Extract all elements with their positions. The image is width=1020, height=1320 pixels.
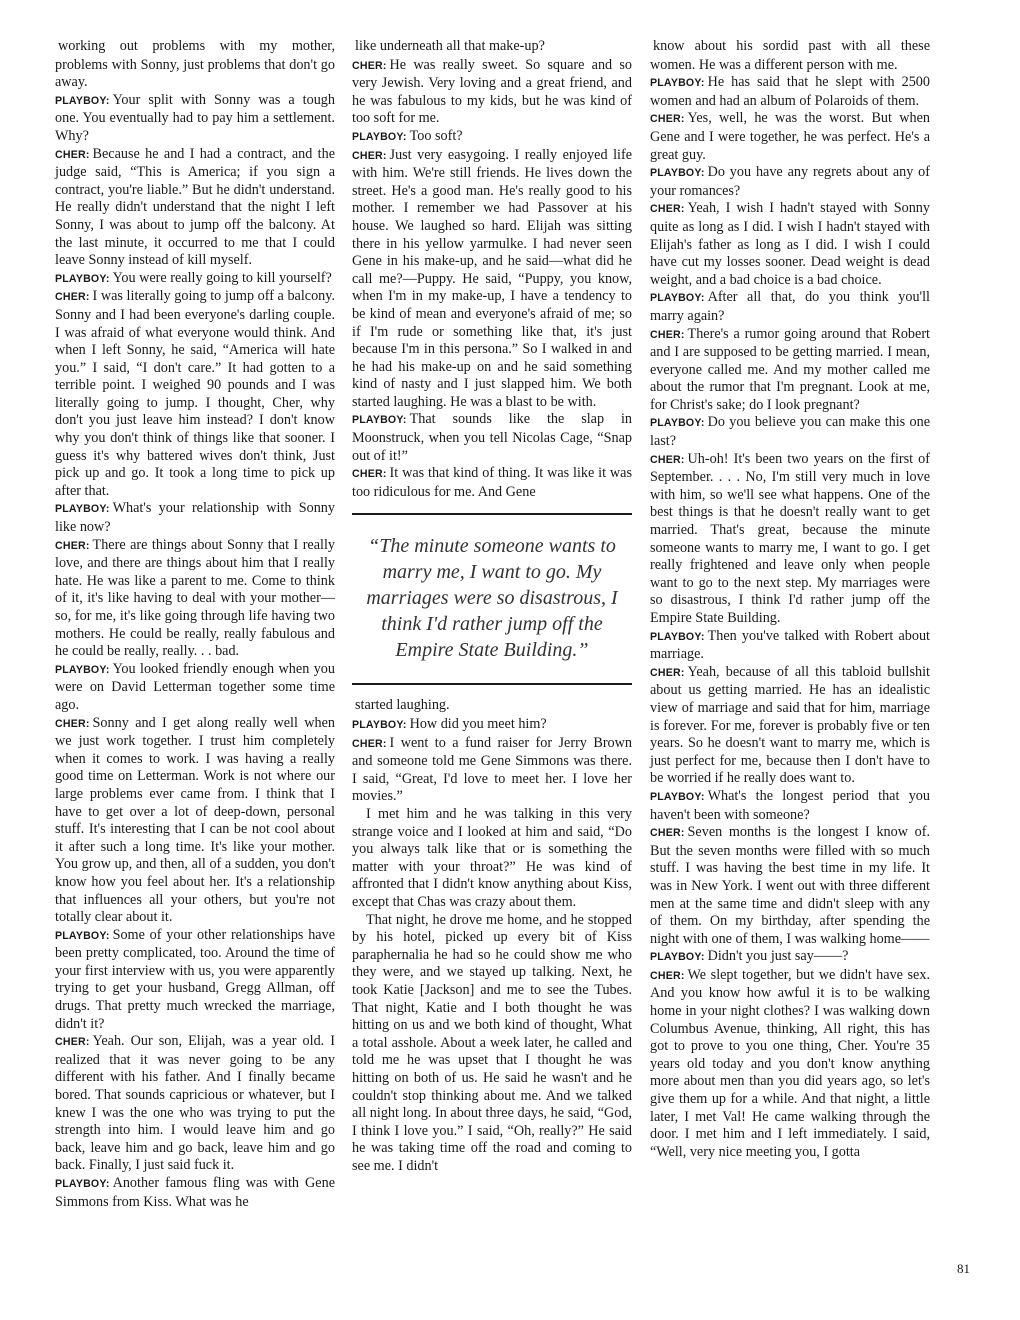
paragraph-text: Yeah, because of all this tabloid bullshit about us getting married. He has an idealistic view of marriage and said that for him, marriage is forever. For me, forever is probably five or ten years. So he doesn't want to marry me, which is just perfect for me, because then I don't have to be worried if he really does want to. <box>650 663 930 787</box>
paragraph-text: I was literally going to jump off a balcony. Sonny and I had been everyone's darling couple. I was afraid of what everyone would think. And when I left Sonny, he said, “America will hate you.” I said, “I don't care.” It had gotten to a terrible point. I weighed 90 pounds and I was literally going to jump. I thought, Cher, why don't you just leave him instead? I don't know why you don't think of things like that sooner. I guess it's why battered wives don't think, Just pick up and go. It took a long time to pick up after that. <box>55 288 335 499</box>
paragraph <box>352 465 632 501</box>
paragraph-text: Because he and I had a contract, and the judge said, “This is America; if you sign a contract, you're liable.” But he didn't understand. He really didn't understand that the night I left Sonny, I was about to jump off the balcony. At the last minute, it occurred to me that I could leave Sonny instead of kill myself. <box>55 145 335 269</box>
paragraph-text: He was really sweet. So square and so very Jewish. Very loving and a great friend, and he was fabulous to my kids, but he was kind of too soft for me. <box>352 56 632 127</box>
paragraph-text: Sonny and I get along really well when we just work together. I trust him completely when it comes to work. I was having a really good time on Letterman. Work is not where our large problems ever came from. I think that I have to get over a lot of deep-down, personal stuff. It's interesting that I can be not cool about it after such a long time. It's like your mother. You grow up, and then, all of a sudden, you don't know how you feel about her. It's a relationship that influences all your others, but you're not totally clear about it. <box>55 714 335 926</box>
paragraph-text: Your split with Sonny was a tough one. You eventually had to pay him a settlement. Why? <box>55 91 335 144</box>
speaker-label: PLAYBOY: <box>650 630 705 643</box>
speaker-label: CHER: <box>55 1036 90 1049</box>
paragraph <box>55 1033 335 1175</box>
paragraph-text: Yeah, I wish I hadn't stayed with Sonny quite as long as I did. I wish I hadn't stayed with Elijah's father as long as I did. I wish I could have cut my losses sooner. Dead weight is dead weight, and a bad choice is a bad choice. <box>650 200 930 288</box>
paragraph <box>55 1175 335 1211</box>
paragraph <box>352 735 632 806</box>
speaker-label: PLAYBOY: <box>352 719 407 732</box>
paragraph <box>650 414 930 450</box>
paragraph <box>650 451 930 628</box>
speaker-label: PLAYBOY: <box>650 292 705 305</box>
paragraph <box>650 824 930 948</box>
speaker-label: PLAYBOY: <box>55 929 110 942</box>
speaker-label: PLAYBOY: <box>55 94 110 107</box>
paragraph <box>55 270 335 289</box>
paragraph <box>55 500 335 536</box>
speaker-label: PLAYBOY: <box>55 1178 110 1190</box>
paragraph <box>352 38 632 57</box>
speaker-label: PLAYBOY: <box>352 414 407 427</box>
paragraph-text: How did you meet him? <box>409 716 547 733</box>
paragraph-text: Yeah. Our son, Elijah, was a year old. I realized that it was never going to be any different with his father. And I finally became bored. That sounds capricious or whatever, but I knew I was the one who was trying to put the strength into him. I would leave him and go back, leave him and go back, leave him and go back. Finally, I just said fuck it. <box>55 1033 335 1174</box>
paragraph <box>650 788 930 824</box>
speaker-label: CHER: <box>352 737 387 750</box>
speaker-label: PLAYBOY: <box>650 790 705 803</box>
paragraph-text: Just very easygoing. I really enjoyed life with him. We're still friends. He lives down the street. He's a good man. He's really good to his mother. I remember we had Passover at his house. We laughed so hard. Elijah was sitting there in his yellow yarmulke. I had never seen Gene in his make-up, and he said—what did he call me?—Puppy. He said, “Puppy, you know, when I'm in my make-up, I have a tendency to be kind of mean and everyone's afraid of me; so if I'm rude or something like that, it's just because I'm in this persona.” So I walked in and he had his make-up on and he said something kind of nasty and I just slapped him. We both started laughing. He was a blast to be with. <box>352 146 632 410</box>
paragraph-text: We slept together, but we didn't have sex. And you know how awful it is to be walking home in your night clothes? I was walking down Columbus Avenue, thinking, All right, this has got to prove to you one thing, Cher. You're 35 years old today and you don't know anything more about men than you did years ago, so let's give them up for a while. And that night, a little later, I met Val! He came walking through the door. I met him and I left immediately. I said, “Well, very nice meeting you, I gotta <box>650 966 930 1160</box>
paragraph <box>55 146 335 270</box>
paragraph <box>55 537 335 661</box>
paragraph-text: There are things about Sonny that I really love, and there are things about him that I really hate. He was like a parent to me. Come to think of it, it's like having to deal with your mother—so, for me, it's like going through life having two mothers. He could be really, really fabulous and he could be really, really. . . bad. <box>55 536 335 660</box>
pull-quote: “The minute someone wants to marry me, I want to go. My marriages were so disastrous, I think I'd rather jump off the Empire State Building.” <box>352 513 632 685</box>
speaker-label: CHER: <box>55 291 90 304</box>
paragraph-text: There's a rumor going around that Robert and I are supposed to be getting married. I mean, everyone called me. And my mother called me about the rumor that I'm pregnant. Look at me, for Christ's sake; do I look pregnant? <box>650 325 930 413</box>
paragraph-text: It was that kind of thing. It was like it was too ridiculous for me. And Gene <box>352 465 632 500</box>
speaker-label: CHER: <box>55 717 90 730</box>
paragraph <box>352 57 632 128</box>
paragraph-text: Some of your other relationships have been pretty complicated, too. Around the time of your first interview with us, you were apparently trying to get your husband, Gregg Allman, off drugs. That pretty much wrecked the marriage, didn't it? <box>55 926 335 1032</box>
paragraph <box>352 147 632 412</box>
speaker-label: CHER: <box>55 148 90 161</box>
speaker-label: CHER: <box>55 539 90 552</box>
speaker-label: CHER: <box>650 969 685 982</box>
speaker-label: PLAYBOY: <box>650 167 705 180</box>
paragraph <box>352 128 632 147</box>
paragraph <box>650 628 930 664</box>
paragraph-text: I met him and he was talking in this very strange voice and I looked at him and said, “Do you always talk like that or is something the matter with your throat?” He was kind of affronted that I didn't know anything about Kiss, except that Chas was crazy about them. <box>352 806 632 910</box>
speaker-label: PLAYBOY: <box>55 272 110 285</box>
paragraph <box>650 289 930 325</box>
paragraph-text: like underneath all that make-up? <box>355 38 545 54</box>
paragraph <box>55 288 335 500</box>
speaker-label: PLAYBOY: <box>650 951 705 964</box>
paragraph-text: Uh-oh! It's been two years on the first of September. . . . No, I'm still very much in love with him, so we'll see what happens. One of the best things is that he doesn't really want to get married. That's great, because the minute someone wants to marry me, I want to go. I get really frightened and leave only when people want to go to the next step. My marriages were so disastrous, I think I'd rather jump off the Empire State Building. <box>650 450 930 626</box>
paragraph-text: Do you believe you can make this one last? <box>650 414 930 450</box>
speaker-label: CHER: <box>352 468 387 481</box>
speaker-label: PLAYBOY: <box>352 130 407 143</box>
paragraph-text: Seven months is the longest I know of. But the seven months were filled with so much stuff. I was having the best time in my life. It was in New York. I went out with three different men at the same time and didn't sleep with any of them. On my birthday, after spending the night with one of them, I was walking home—— <box>650 824 930 947</box>
paragraph-text: working out problems with my mother, problems with Sonny, just problems that don't go away. <box>55 38 335 91</box>
speaker-label: PLAYBOY: <box>650 77 705 90</box>
paragraph-text: After all that, do you think you'll marry again? <box>650 289 930 324</box>
paragraph-text: Then you've talked with Robert about marriage. <box>650 627 930 663</box>
column-3 <box>650 38 930 1161</box>
speaker-label: PLAYBOY: <box>55 663 110 676</box>
paragraph-text: What's your relationship with Sonny like now? <box>55 500 335 536</box>
paragraph <box>55 927 335 1034</box>
paragraph <box>650 967 930 1162</box>
paragraph <box>55 715 335 927</box>
paragraph-text: That sounds like the slap in Moonstruck, when you tell Nicolas Cage, “Snap out of it!” <box>352 411 632 464</box>
paragraph-text: know about his sordid past with all these women. He was a different person with me. <box>650 38 930 73</box>
paragraph-text: Yes, well, he was the worst. But when Gene and I were together, he was perfect. He's a great guy. <box>650 110 930 163</box>
speaker-label: CHER: <box>650 453 685 466</box>
paragraph <box>650 200 930 289</box>
paragraph <box>352 716 632 735</box>
speaker-label: CHER: <box>352 59 387 72</box>
paragraph <box>55 92 335 146</box>
paragraph <box>650 664 930 788</box>
speaker-label: CHER: <box>650 113 685 126</box>
paragraph <box>352 697 632 716</box>
paragraph <box>352 912 632 1176</box>
speaker-label: CHER: <box>352 149 387 162</box>
paragraph <box>650 164 930 200</box>
paragraph <box>352 806 632 912</box>
paragraph <box>650 38 930 74</box>
paragraph <box>650 326 930 415</box>
page-number: 81 <box>957 1261 970 1276</box>
speaker-label: CHER: <box>650 827 685 840</box>
paragraph <box>650 948 930 967</box>
paragraph <box>55 661 335 715</box>
paragraph-text: I went to a fund raiser for Jerry Brown and someone told me Gene Simmons was there. I said, “Great, I'd love to meet her. I love her movies.” <box>352 734 632 805</box>
paragraph-text: He has said that he slept with 2500 women and had an album of Polaroids of them. <box>650 74 930 109</box>
paragraph-text: Didn't you just say——? <box>707 948 849 965</box>
speaker-label: PLAYBOY: <box>650 417 705 430</box>
paragraph-text: started laughing. <box>355 697 450 714</box>
speaker-label: CHER: <box>650 203 685 216</box>
paragraph-text: You looked friendly enough when you were on David Letterman together some time ago. <box>55 660 335 713</box>
speaker-label: CHER: <box>650 328 685 341</box>
paragraph-text: You were really going to kill yourself? <box>112 269 332 286</box>
paragraph-text: That night, he drove me home, and he stopped by his hotel, picked up every bit of Kiss paraphernalia he had so he could show me who they were, and we stayed up talking. Next, he took Katie [Jackson] and me to see the Tubes. That night, Katie and I both thought he was hitting on us and we both kind of thought, What a total asshole. About a week later, he called and told me he was upset that I thought he was hitting on both of us. He said he wasn't and he couldn't stop thinking about me. And we talked all night long. In about three days, he said, “God, I think I love you.” I said, “Oh, really?” He said he was taking time off the road and coming to see me. I didn't <box>352 911 632 1174</box>
speaker-label: PLAYBOY: <box>55 503 110 516</box>
paragraph-text: What's the longest period that you haven't been with someone? <box>650 787 930 823</box>
paragraph <box>650 74 930 110</box>
speaker-label: CHER: <box>650 666 685 679</box>
paragraph-text: Too soft? <box>409 127 463 144</box>
paragraph-text: Another famous fling was with Gene Simmons from Kiss. What was he <box>55 1175 335 1210</box>
column-1 <box>55 38 335 1211</box>
column-2 <box>352 38 632 1175</box>
paragraph <box>55 38 335 92</box>
paragraph-text: Do you have any regrets about any of your romances? <box>650 164 930 199</box>
paragraph <box>650 110 930 164</box>
paragraph <box>352 411 632 465</box>
